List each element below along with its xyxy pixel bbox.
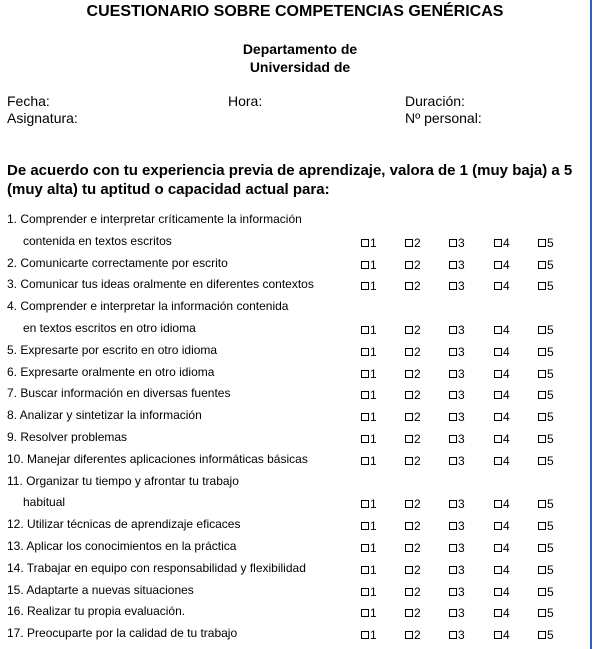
rating-label: 3 [458,388,465,403]
rating-option-5[interactable] [538,323,554,337]
rating-checkbox[interactable] [405,609,413,617]
rating-checkbox[interactable] [494,522,502,530]
rating-label: 3 [458,606,465,621]
rating-option-3[interactable] [449,279,465,293]
rating-option-2[interactable] [405,497,421,511]
rating-checkbox[interactable] [405,500,413,508]
rating-checkbox[interactable] [361,609,369,617]
rating-checkbox[interactable] [494,413,502,421]
rating-label: 1 [370,519,377,534]
rating-checkbox[interactable] [405,631,413,639]
rating-label: 2 [414,432,421,446]
question-text: 17. Preocuparte por la calidad de tu trabajo [7,626,238,641]
rating-option-2[interactable] [405,585,421,599]
rating-label: 4 [503,410,510,425]
rating-checkbox[interactable] [538,435,546,443]
rating-checkbox[interactable] [538,282,546,290]
rating-checkbox[interactable] [405,370,413,378]
rating-option-1[interactable] [361,432,377,446]
duracion-field: Duración: [405,93,465,109]
rating-option-1[interactable] [361,585,377,599]
rating-label: 2 [414,323,421,337]
rating-checkbox[interactable] [449,413,457,421]
rating-checkbox[interactable] [538,566,546,574]
rating-label: 4 [503,453,510,468]
rating-label: 3 [458,584,465,599]
rating-checkbox[interactable] [405,435,413,443]
rating-checkbox[interactable] [494,370,502,378]
rating-label: 1 [370,323,377,337]
rating-label: 2 [414,562,421,577]
rating-checkbox[interactable] [494,457,502,465]
rating-label: 5 [547,344,554,359]
rating-option-4[interactable] [494,410,510,424]
rating-label: 3 [458,279,465,294]
rating-checkbox[interactable] [449,348,457,356]
question-text: 11. Organizar tu tiempo y afrontar tu trabajo [7,473,239,488]
rating-option-3[interactable] [449,585,465,599]
rating-option-5[interactable] [538,279,554,293]
question-text: en textos escritos en otro idioma [23,321,196,335]
rating-option-1[interactable] [361,454,377,468]
university-label: Universidad de [249,59,351,75]
rating-label: 2 [414,410,421,425]
rating-checkbox[interactable] [361,239,369,247]
department-label: Departamento de [242,41,358,57]
rating-checkbox[interactable] [449,239,457,247]
rating-checkbox[interactable] [494,544,502,552]
rating-option-4[interactable] [494,236,510,250]
rating-checkbox[interactable] [538,348,546,356]
rating-label: 3 [458,432,465,446]
question-text: habitual [23,495,66,510]
rating-checkbox[interactable] [538,544,546,552]
rating-checkbox[interactable] [449,391,457,399]
rating-label: 4 [503,628,510,643]
rating-option-4[interactable] [494,585,510,599]
rating-checkbox[interactable] [494,261,502,269]
rating-option-3[interactable] [449,519,465,533]
rating-label: 1 [370,584,377,599]
rating-option-3[interactable] [449,432,465,446]
rating-option-2[interactable] [405,541,421,555]
rating-label: 1 [370,235,377,250]
rating-checkbox[interactable] [538,500,546,508]
rating-label: 1 [370,388,377,403]
rating-label: 5 [547,279,554,294]
question-text: 4. Comprender e interpretar la información contenida [7,299,289,314]
rating-checkbox[interactable] [405,326,413,334]
rating-option-4[interactable] [494,541,510,555]
rating-checkbox[interactable] [494,631,502,639]
rating-option-4[interactable] [494,628,510,642]
rating-checkbox[interactable] [405,239,413,247]
rating-label: 1 [370,541,377,555]
rating-option-1[interactable] [361,606,377,620]
rating-label: 3 [458,366,465,381]
rating-option-4[interactable] [494,432,510,446]
question-text: 3. Comunicar tus ideas oralmente en diferentes contextos [7,277,314,292]
rating-option-4[interactable] [494,345,510,359]
rating-label: 2 [414,388,421,403]
rating-checkbox[interactable] [405,261,413,269]
rating-checkbox[interactable] [361,326,369,334]
rating-label: 3 [458,562,465,577]
rating-option-5[interactable] [538,258,554,272]
rating-checkbox[interactable] [361,391,369,399]
rating-checkbox[interactable] [494,282,502,290]
rating-checkbox[interactable] [494,435,502,443]
fecha-field: Fecha: [7,93,50,109]
rating-option-2[interactable] [405,236,421,250]
rating-option-5[interactable] [538,454,554,468]
question-text: 2. Comunicarte correctamente por escrito [7,255,228,270]
rating-option-4[interactable] [494,454,510,468]
rating-label: 3 [458,235,465,250]
rating-label: 1 [370,606,377,621]
rating-label: 4 [503,257,510,272]
rating-checkbox[interactable] [538,239,546,247]
rating-checkbox[interactable] [361,566,369,574]
rating-label: 2 [414,279,421,294]
rating-option-4[interactable] [494,519,510,533]
rating-option-5[interactable] [538,410,554,424]
rating-option-5[interactable] [538,432,554,446]
question-text: contenida en textos escritos [23,233,172,248]
rating-checkbox[interactable] [449,500,457,508]
rating-label: 2 [414,519,421,534]
rating-option-5[interactable] [538,519,554,533]
rating-label: 3 [458,519,465,534]
rating-option-3[interactable] [449,628,465,642]
rating-label: 1 [370,497,377,512]
rating-label: 3 [458,453,465,468]
question-text: 10. Manejar diferentes aplicaciones informáticas básicas [7,451,308,466]
asignatura-field: Asignatura: [7,110,78,126]
rating-label: 5 [547,388,554,403]
rating-checkbox[interactable] [449,457,457,465]
rating-checkbox[interactable] [405,282,413,290]
rating-label: 4 [503,344,510,359]
rating-option-1[interactable] [361,628,377,642]
rating-option-2[interactable] [405,345,421,359]
rating-checkbox[interactable] [361,282,369,290]
n-personal-field: Nº personal: [405,110,482,126]
rating-option-4[interactable] [494,606,510,620]
rating-option-2[interactable] [405,563,421,577]
question-text: 12. Utilizar técnicas de aprendizaje eficaces [7,517,241,532]
question-text: 9. Resolver problemas [7,430,128,444]
rating-checkbox[interactable] [538,413,546,421]
rating-checkbox[interactable] [405,588,413,596]
rating-checkbox[interactable] [405,413,413,421]
rating-checkbox[interactable] [361,435,369,443]
rating-checkbox[interactable] [538,370,546,378]
question-text: 14. Trabajar en equipo con responsabilidad y flexibilidad [7,560,306,575]
rating-option-5[interactable] [538,606,554,620]
rating-label: 2 [414,366,421,381]
rating-label: 3 [458,628,465,643]
rating-option-1[interactable] [361,388,377,402]
rating-option-4[interactable] [494,497,510,511]
rating-label: 2 [414,541,421,555]
rating-label: 1 [370,562,377,577]
rating-option-4[interactable] [494,279,510,293]
rating-label: 5 [547,432,554,446]
rating-option-3[interactable] [449,454,465,468]
rating-option-3[interactable] [449,388,465,402]
rating-option-5[interactable] [538,236,554,250]
rating-label: 2 [414,453,421,468]
rating-option-3[interactable] [449,236,465,250]
rating-label: 2 [414,257,421,272]
rating-label: 4 [503,519,510,534]
rating-label: 4 [503,606,510,621]
rating-label: 1 [370,279,377,294]
rating-label: 5 [547,453,554,468]
rating-option-5[interactable] [538,585,554,599]
rating-label: 5 [547,235,554,250]
rating-option-5[interactable] [538,541,554,555]
rating-label: 5 [547,497,554,512]
rating-checkbox[interactable] [405,348,413,356]
rating-label: 1 [370,628,377,643]
rating-checkbox[interactable] [494,588,502,596]
rating-label: 5 [547,519,554,534]
rating-checkbox[interactable] [494,348,502,356]
rating-checkbox[interactable] [494,391,502,399]
rating-checkbox[interactable] [361,631,369,639]
rating-label: 4 [503,366,510,381]
rating-checkbox[interactable] [361,348,369,356]
rating-option-3[interactable] [449,541,465,555]
rating-checkbox[interactable] [494,609,502,617]
rating-label: 5 [547,410,554,425]
rating-label: 2 [414,606,421,621]
rating-option-5[interactable] [538,345,554,359]
rating-checkbox[interactable] [405,544,413,552]
rating-label: 4 [503,432,510,446]
rating-option-2[interactable] [405,388,421,402]
rating-label: 4 [503,279,510,294]
rating-option-5[interactable] [538,563,554,577]
rating-checkbox[interactable] [538,588,546,596]
rating-label: 4 [503,541,510,555]
rating-label: 4 [503,497,510,512]
rating-label: 2 [414,628,421,643]
question-text: 5. Expresarte por escrito en otro idioma [7,342,218,357]
rating-checkbox[interactable] [449,261,457,269]
rating-checkbox[interactable] [449,566,457,574]
rating-checkbox[interactable] [494,500,502,508]
rating-checkbox[interactable] [361,413,369,421]
rating-checkbox[interactable] [361,457,369,465]
rating-option-1[interactable] [361,563,377,577]
rating-option-5[interactable] [538,388,554,402]
rating-checkbox[interactable] [449,544,457,552]
rating-option-2[interactable] [405,606,421,620]
rating-option-1[interactable] [361,279,377,293]
rating-label: 2 [414,497,421,512]
rating-label: 5 [547,541,554,555]
rating-option-2[interactable] [405,628,421,642]
rating-checkbox[interactable] [449,326,457,334]
rating-label: 5 [547,366,554,381]
rating-label: 4 [503,562,510,577]
rating-checkbox[interactable] [538,457,546,465]
rating-label: 4 [503,235,510,250]
rating-option-4[interactable] [494,388,510,402]
rating-label: 3 [458,410,465,425]
rating-option-2[interactable] [405,323,421,337]
rating-option-3[interactable] [449,258,465,272]
rating-checkbox[interactable] [449,370,457,378]
rating-label: 5 [547,628,554,643]
rating-option-3[interactable] [449,323,465,337]
rating-option-1[interactable] [361,367,377,381]
rating-checkbox[interactable] [405,391,413,399]
rating-label: 1 [370,410,377,425]
rating-checkbox[interactable] [494,326,502,334]
rating-label: 3 [458,323,465,337]
rating-checkbox[interactable] [361,370,369,378]
rating-checkbox[interactable] [494,566,502,574]
hora-field: Hora: [228,93,263,109]
rating-option-2[interactable] [405,258,421,272]
rating-option-4[interactable] [494,367,510,381]
rating-label: 4 [503,584,510,599]
rating-option-1[interactable] [361,345,377,359]
rating-label: 1 [370,453,377,468]
rating-option-3[interactable] [449,497,465,511]
question-text: 7. Buscar información en diversas fuentes [7,386,231,401]
question-text: 8. Analizar y sintetizar la información [7,408,202,423]
rating-option-3[interactable] [449,606,465,620]
rating-option-1[interactable] [361,236,377,250]
rating-option-2[interactable] [405,432,421,446]
rating-checkbox[interactable] [494,239,502,247]
rating-option-2[interactable] [405,454,421,468]
rating-option-4[interactable] [494,563,510,577]
rating-option-3[interactable] [449,410,465,424]
rating-checkbox[interactable] [538,631,546,639]
rating-checkbox[interactable] [449,282,457,290]
rating-option-3[interactable] [449,345,465,359]
rating-checkbox[interactable] [361,522,369,530]
page-title: CUESTIONARIO SOBRE COMPETENCIAS GENÉRICAS [86,3,504,20]
question-text: 15. Adaptarte a nuevas situaciones [7,582,194,597]
rating-option-1[interactable] [361,258,377,272]
rating-label: 4 [503,388,510,403]
rating-option-3[interactable] [449,367,465,381]
rating-label: 5 [547,584,554,599]
rating-checkbox[interactable] [538,326,546,334]
rating-label: 4 [503,323,510,337]
rating-label: 3 [458,257,465,272]
rating-option-4[interactable] [494,323,510,337]
rating-checkbox[interactable] [449,435,457,443]
rating-label: 3 [458,541,465,555]
question-text: 13. Aplicar los conocimientos en la práctica [7,539,237,553]
rating-checkbox[interactable] [361,261,369,269]
rating-option-3[interactable] [449,563,465,577]
rating-checkbox[interactable] [361,588,369,596]
rating-option-1[interactable] [361,497,377,511]
rating-option-5[interactable] [538,497,554,511]
rating-checkbox[interactable] [449,609,457,617]
question-text: 6. Expresarte oralmente en otro idioma [7,364,215,379]
rating-option-1[interactable] [361,541,377,555]
rating-option-5[interactable] [538,628,554,642]
rating-checkbox[interactable] [449,631,457,639]
rating-option-2[interactable] [405,367,421,381]
rating-label: 2 [414,584,421,599]
rating-checkbox[interactable] [538,609,546,617]
rating-option-2[interactable] [405,279,421,293]
rating-label: 1 [370,366,377,381]
rating-label: 2 [414,344,421,359]
rating-label: 5 [547,562,554,577]
rating-label: 5 [547,257,554,272]
rating-label: 2 [414,235,421,250]
rating-option-2[interactable] [405,519,421,533]
rating-checkbox[interactable] [449,522,457,530]
rating-label: 3 [458,497,465,512]
rating-checkbox[interactable] [361,544,369,552]
rating-checkbox[interactable] [405,457,413,465]
rating-option-4[interactable] [494,258,510,272]
department-block [0,40,600,76]
rating-label: 1 [370,344,377,359]
rating-option-5[interactable] [538,367,554,381]
rating-checkbox[interactable] [538,522,546,530]
question-text: 1. Comprender e interpretar críticamente la información [7,212,302,226]
rating-checkbox[interactable] [405,566,413,574]
rating-checkbox[interactable] [405,522,413,530]
rating-option-1[interactable] [361,323,377,337]
instructions: De acuerdo con tu experiencia previa de aprendizaje, valora de 1 (muy baja) a 5 (muy alta) tu aptitud o capacidad actual para: [7,162,573,198]
rating-label: 3 [458,344,465,359]
rating-label: 1 [370,432,377,446]
rating-label: 5 [547,606,554,621]
rating-checkbox[interactable] [361,500,369,508]
rating-checkbox[interactable] [538,391,546,399]
rating-label: 5 [547,323,554,337]
rating-option-1[interactable] [361,519,377,533]
question-text: 16. Realizar tu propia evaluación. [7,604,186,619]
rating-checkbox[interactable] [449,588,457,596]
rating-option-2[interactable] [405,410,421,424]
rating-label: 1 [370,257,377,272]
rating-checkbox[interactable] [538,261,546,269]
rating-option-1[interactable] [361,410,377,424]
